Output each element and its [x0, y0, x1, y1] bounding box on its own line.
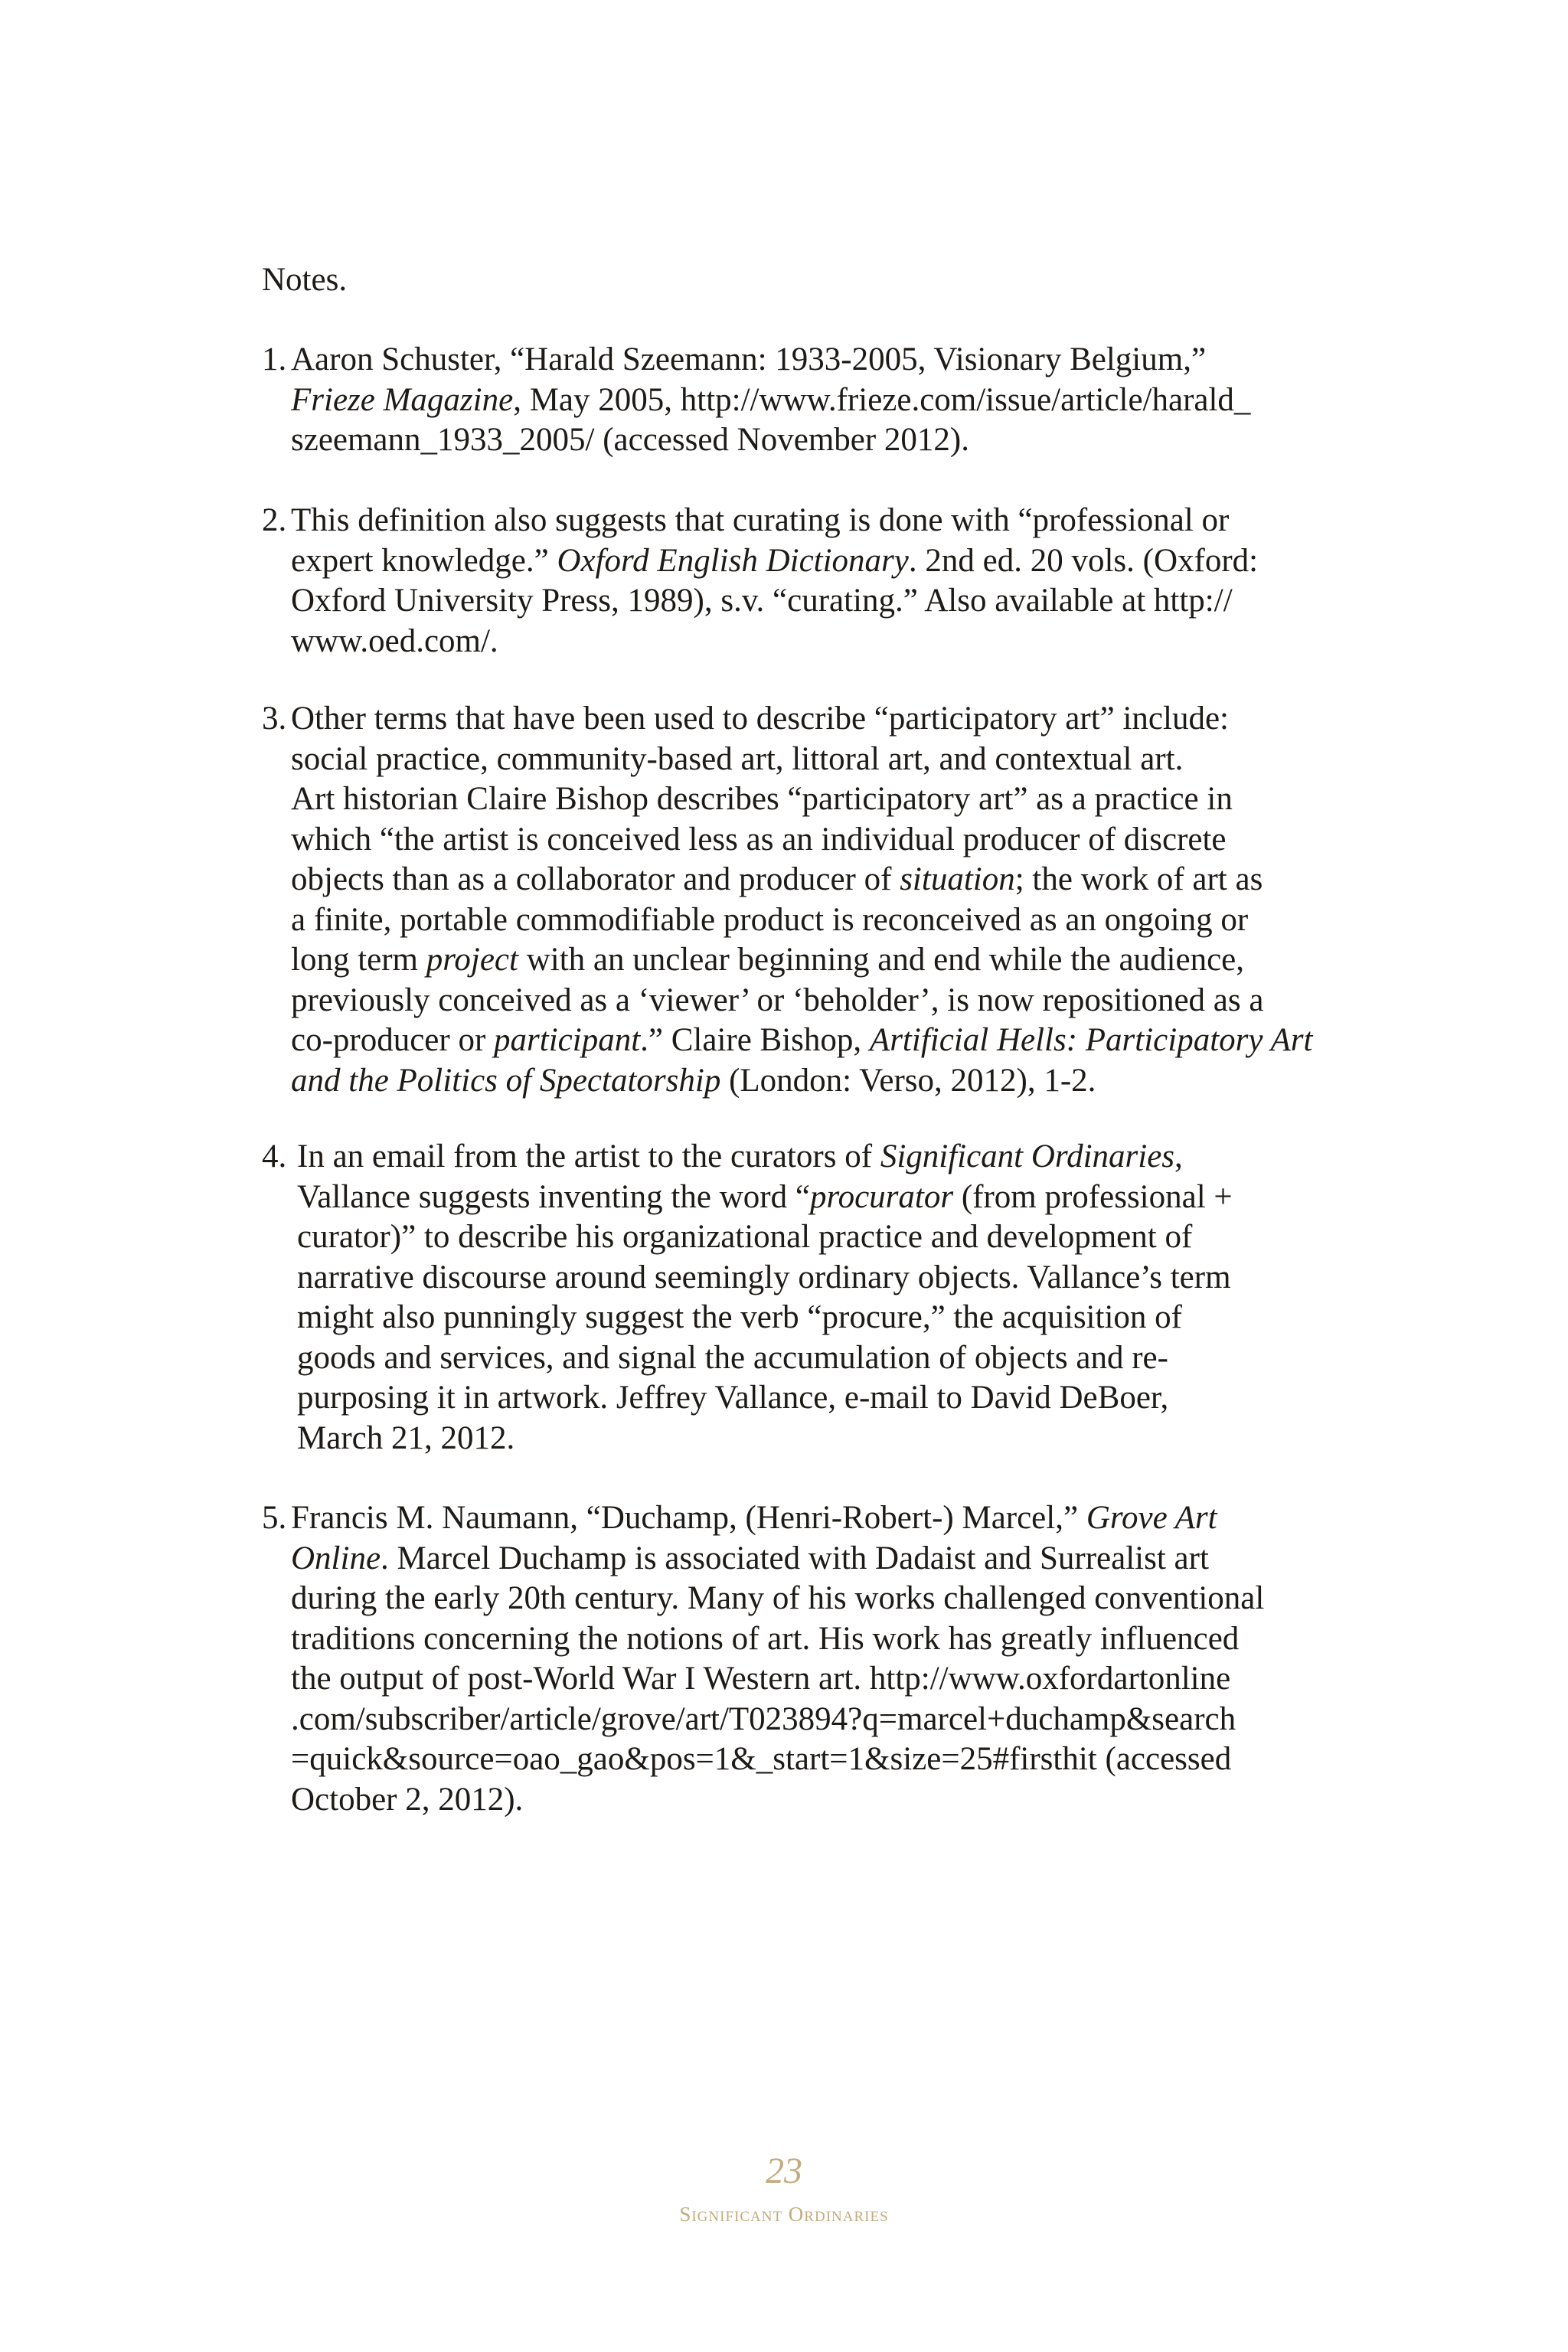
footnote-3	[262, 699, 1318, 1101]
footnote-line	[297, 1217, 1318, 1258]
footnote-2	[262, 501, 1318, 662]
footnote-4	[262, 1137, 1318, 1459]
footnote-line	[291, 981, 1318, 1021]
footnote-line	[291, 1579, 1318, 1619]
footnote-text-run: ,	[1174, 1138, 1183, 1174]
footnote-line	[297, 1258, 1318, 1298]
footnote-number: 4.	[262, 1138, 287, 1174]
footnote-1	[262, 340, 1318, 461]
footnote-line	[291, 820, 1318, 861]
footnote-line	[297, 1378, 1318, 1419]
footnote-text-run: .” Claire Bishop,	[640, 1022, 870, 1058]
italic-title-text: and the Politics of Spectatorship	[291, 1062, 721, 1099]
footnote-line	[297, 1419, 1318, 1459]
footnote-text-run: szeemann_1933_2005/ (accessed November 2012).	[291, 422, 969, 458]
footnote-line	[291, 1780, 1318, 1821]
italic-title-text: situation	[900, 861, 1015, 897]
italic-title-text: participant	[494, 1022, 641, 1058]
footnote-text-run: , May 2005, http://www.frieze.com/issue/article/harald_	[513, 381, 1251, 418]
footnote-text-run: traditions concerning the notions of art. His work has greatly influenced	[291, 1620, 1240, 1657]
footnote-line	[291, 1740, 1318, 1780]
footnote-text-run: with an unclear beginning and end while the audience,	[518, 942, 1245, 978]
footnote-text-run: (London: Verso, 2012), 1-2.	[720, 1062, 1096, 1099]
footnote-text-run: long term	[291, 942, 426, 978]
footnote-line	[291, 1061, 1318, 1102]
footnote-text-run: October 2, 2012).	[291, 1781, 524, 1818]
footnote-line	[291, 779, 1318, 820]
footnote-text-run: social practice, community-based art, littoral art, and contextual art.	[291, 740, 1184, 777]
footnote-text-run: goods and services, and signal the accumulation of objects and re-	[297, 1339, 1168, 1376]
footnote-line	[291, 699, 1318, 740]
running-footer-title: Significant Ordinaries	[679, 2203, 889, 2226]
footnote-text-run: =quick&source=oao_gao&pos=1&_start=1&size=25#firsthit (accessed	[291, 1741, 1232, 1777]
footnote-line	[291, 1539, 1318, 1579]
footnote-text-run: (from professional +	[953, 1178, 1233, 1215]
footnote-text-run: a finite, portable commodifiable product is reconceived as an ongoing or	[291, 901, 1249, 938]
footnote-text-run: In an email from the artist to the curators of	[297, 1138, 880, 1174]
footnote-line	[291, 501, 1318, 541]
italic-title-text: Grove Art	[1086, 1500, 1217, 1536]
footnote-line	[291, 940, 1318, 981]
footnote-line	[291, 622, 1318, 662]
footnote-text-run: the output of post-World War I Western art. http://www.oxfordartonline	[291, 1661, 1231, 1697]
footnote-line	[291, 1659, 1318, 1700]
footnote-line	[291, 581, 1318, 622]
italic-title-text: procurator	[809, 1178, 954, 1215]
footnote-text-run: Aaron Schuster, “Harald Szeemann: 1933-2005, Visionary Belgium,”	[291, 341, 1207, 377]
footnote-text	[262, 340, 1318, 461]
italic-title-text: Artificial Hells: Participatory Art	[869, 1022, 1313, 1058]
footnote-5	[262, 1498, 1318, 1820]
italic-title-text: Significant Ordinaries	[880, 1138, 1175, 1174]
footnote-line	[291, 1700, 1318, 1740]
footnote-line	[291, 340, 1318, 381]
footnote-text-run: . Marcel Duchamp is associated with Dadaist and Surrealist art	[381, 1540, 1209, 1576]
page-number: 23	[766, 2151, 802, 2191]
footnote-text-run: This definition also suggests that curating is done with “professional or	[291, 502, 1230, 538]
footnote-text	[262, 699, 1318, 1101]
italic-title-text: Online	[291, 1540, 381, 1576]
footnote-text-run: previously conceived as a ‘viewer’ or ‘beholder’, is now repositioned as a	[291, 982, 1264, 1018]
footnote-text-run: during the early 20th century. Many of his works challenged conventional	[291, 1580, 1265, 1616]
footnote-line	[291, 1498, 1318, 1539]
footnote-text-run: expert knowledge.”	[291, 542, 557, 579]
footnote-text-run: might also punningly suggest the verb “procure,” the acquisition of	[297, 1299, 1182, 1335]
footnote-text-run: Art historian Claire Bishop describes “participatory art” as a practice in	[291, 781, 1233, 817]
footnote-number: 5.	[262, 1500, 287, 1536]
footnote-text-run: . 2nd ed. 20 vols. (Oxford:	[908, 542, 1259, 579]
footnote-text-run: narrative discourse around seemingly ordinary objects. Vallance’s term	[297, 1259, 1231, 1295]
footnote-line	[297, 1338, 1318, 1379]
footnote-line	[297, 1178, 1318, 1218]
footnote-line	[291, 740, 1318, 780]
footnote-text-run: Other terms that have been used to describe “participatory art” include:	[291, 701, 1229, 737]
footnote-line	[297, 1298, 1318, 1338]
footnote-number: 1.	[262, 341, 287, 377]
footnote-text-run: ; the work of art as	[1014, 861, 1263, 897]
italic-title-text: Frieze Magazine	[291, 381, 514, 418]
footnote-text-run: Vallance suggests inventing the word “	[297, 1178, 810, 1215]
footnote-line	[291, 900, 1318, 941]
footnote-text-run: curator)” to describe his organizational practice and development of	[297, 1219, 1193, 1255]
footnote-text-run: which “the artist is conceived less as an individual producer of discrete	[291, 821, 1227, 858]
footnote-text-run: Oxford University Press, 1989), s.v. “curating.” Also available at http://	[291, 583, 1233, 619]
footnote-line	[291, 1619, 1318, 1660]
footnote-number: 2.	[262, 502, 287, 538]
footnote-text-run: objects than as a collaborator and producer of	[291, 861, 900, 897]
footnote-text-run: co-producer or	[291, 1022, 495, 1058]
footnote-text-run: .com/subscriber/article/grove/art/T023894?q=marcel+duchamp&search	[291, 1700, 1236, 1737]
footnote-text	[262, 1137, 1318, 1459]
footnote-text-run: March 21, 2012.	[297, 1419, 515, 1456]
footnote-line	[291, 1021, 1318, 1061]
footnote-text-run: Francis M. Naumann, “Duchamp, (Henri-Robert-) Marcel,”	[291, 1500, 1086, 1536]
footnote-text-run: purposing it in artwork. Jeffrey Vallance, e-mail to David DeBoer,	[297, 1380, 1169, 1416]
footnote-line	[291, 541, 1318, 582]
footnote-line	[291, 420, 1318, 461]
footnote-line	[291, 860, 1318, 900]
footnote-line	[297, 1137, 1318, 1178]
footnote-text	[262, 1498, 1318, 1820]
footnote-text-run: www.oed.com/.	[291, 622, 498, 659]
footnote-number: 3.	[262, 701, 287, 737]
notes-heading: Notes.	[262, 262, 348, 298]
footnote-line	[291, 381, 1318, 421]
italic-title-text: project	[426, 942, 518, 978]
italic-title-text: Oxford English Dictionary	[557, 542, 909, 579]
footnote-text	[262, 501, 1318, 662]
